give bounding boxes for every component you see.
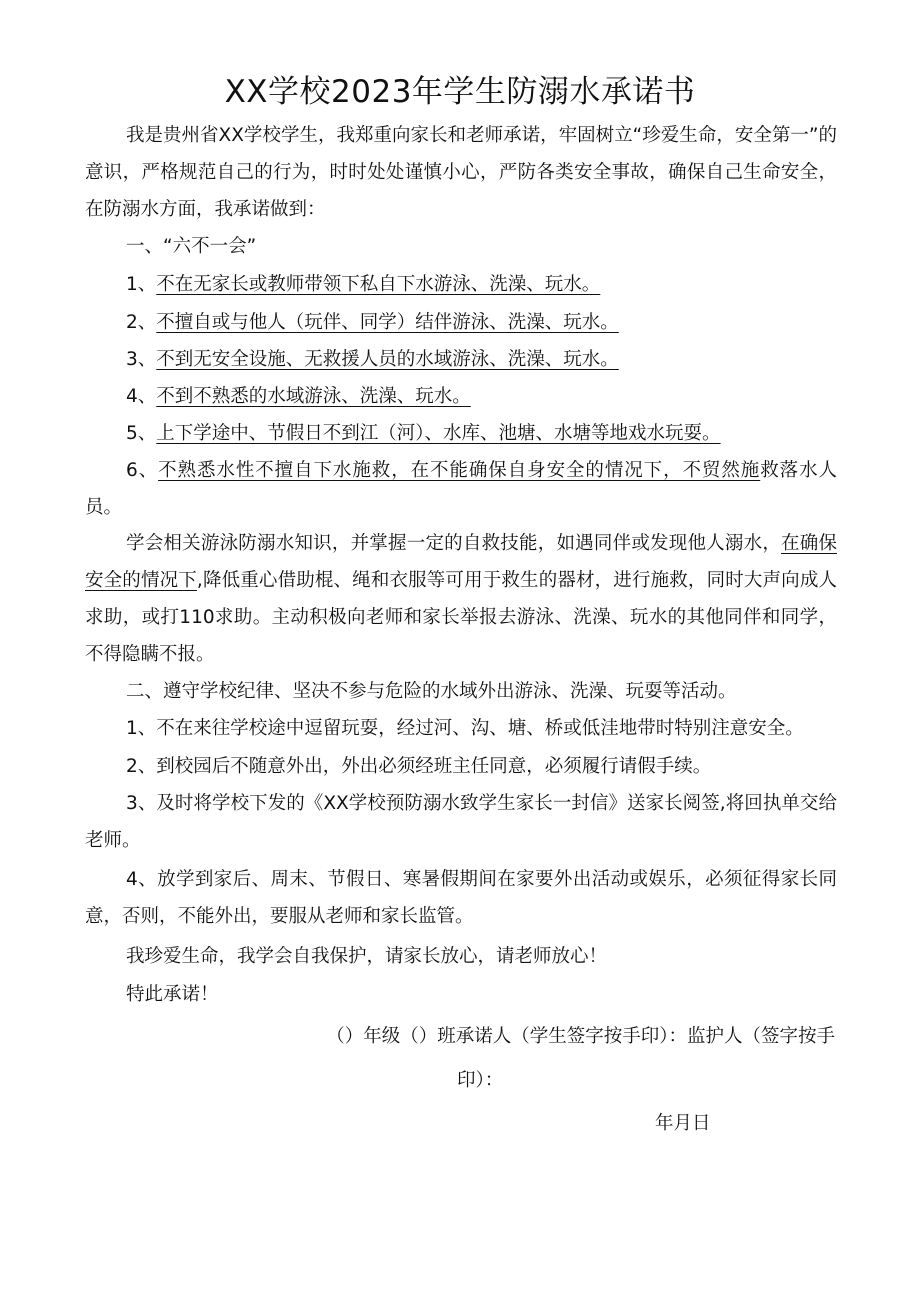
list-item: 4、放学到家后、周末、节假日、寒暑假期间在家要外出活动或娱乐，必须征得家长同意，否则，不能外出，要服从老师和家长监管。 [85,869,837,927]
list-item [85,452,837,526]
item-number: 3、 [126,349,157,370]
item-text-underlined: 不熟悉水性不擅自下水施救，在不能确保自身安全的情况下，不贸然施 [158,460,761,481]
paragraph-text: ,降低重心借助棍、绳和衣服等可用于救生的器材，进行施救，同时大声向成人求助，或打110求助。主动积极向老师和家长举报去游泳、洗澡、玩水的其他同伴和同学，不得隐瞒不报。 [85,570,837,665]
hereby-statement: 特此承诺！ [126,984,219,1005]
item-number: 1、 [126,274,157,295]
paragraph-text-underlined: 在确保安全的情况下 [85,533,837,591]
intro-paragraph: 我是贵州省XX学校学生，我郑重向家长和老师承诺，牢固树立“珍爱生命，安全第一”的意识，严格规范自己的行为，时时处处谨慎小心，严防各类安全事故，确保自己生命安全，在防溺水方面，我承诺做到： [85,125,837,220]
date-line: 年月日 [655,1113,711,1134]
item-text: 上下学途中、节假日不到江（河）、水库、池塘、水塘等地戏水玩耍。 [156,423,721,444]
signature-line-continued: 印）： [457,1070,504,1091]
signature-line: （）年级（）班承诺人（学生签字按手印）：监护人（签字按手 [326,1026,835,1047]
item-text: 救落水人员。 [85,460,837,518]
closing-statement: 我珍爱生命，我学会自我保护，请家长放心，请老师放心！ [126,946,608,967]
list-item: 2、到校园后不随意外出，外出必须经班主任同意，必须履行请假手续。 [126,756,712,777]
list-item [126,341,619,378]
section1-heading: 一、“六不一会” [126,236,257,257]
item-number: 5、 [126,423,157,444]
list-item [126,415,721,452]
paragraph-text: 学会相关游泳防溺水知识，并掌握一定的自救技能，如遇同伴或发现他人溺水， [126,533,782,554]
item-number: 4、 [126,386,157,407]
item-text: 不到无安全设施、无救援人员的水域游泳、洗澡、玩水。 [156,349,619,370]
list-item: 3、及时将学校下发的《XX学校预防溺水致学生家长一封信》送家长阅签,将回执单交给老师。 [85,793,837,851]
item-text: 不擅自或与他人（玩伴、同学）结伴游泳、洗澡、玩水。 [156,312,619,333]
self-rescue-paragraph [85,525,837,673]
list-item [126,304,619,341]
item-text: 不到不熟悉的水域游泳、洗澡、玩水。 [156,386,471,407]
list-item [126,378,471,415]
section2-heading: 二、遵守学校纪律、坚决不参与危险的水域外出游泳、洗澡、玩耍等活动。 [126,681,737,702]
list-item: 1、不在来往学校途中逗留玩耍，经过河、沟、塘、桥或低洼地带时特别注意安全。 [126,718,804,739]
item-number: 2、 [126,312,157,333]
list-item [126,266,600,303]
item-number: 6、 [126,460,159,481]
item-text: 不在无家长或教师带领下私自下水游泳、洗澡、玩水。 [156,274,601,295]
document-title: XX学校2023年学生防溺水承诺书 [224,74,696,110]
